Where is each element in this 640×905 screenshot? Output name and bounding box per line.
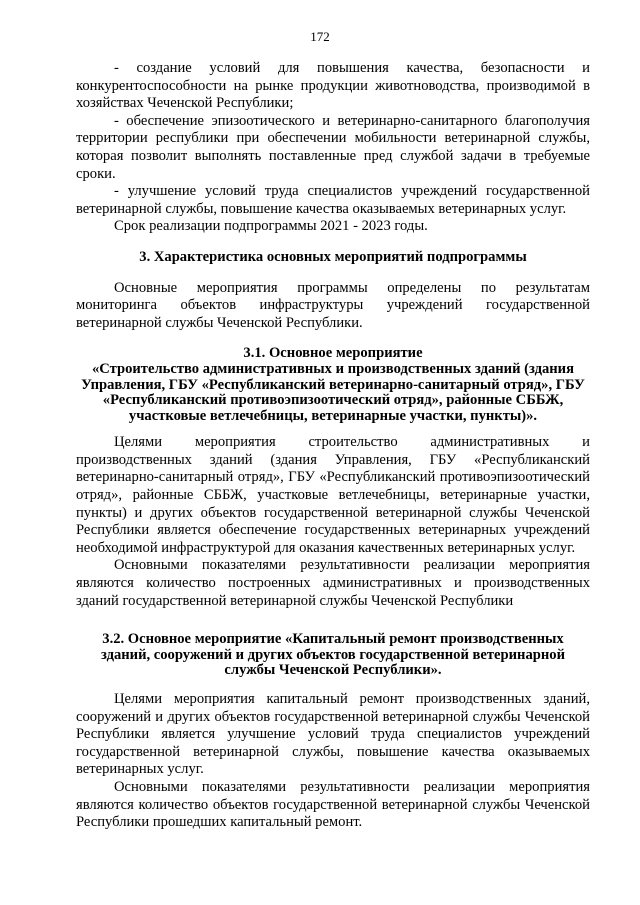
intro-bullets xyxy=(76,60,590,236)
section-3-2-paragraph-1: Целями мероприятия капитальный ремонт производственных зданий, сооружений и других объектов государственной ветеринарной службы Чеченской Республики является улучшение условий труда специалистов учреждений государственной ветеринарной службы, повышение качества оказываемых ветеринарных услуг. xyxy=(76,691,590,778)
bullet-quality: - создание условий для повышения качества, безопасности и конкурентоспособности на рынке продукции животноводства, производимой в хозяйствах Чеченской Республики; xyxy=(76,60,590,112)
bullet-working-conditions: - улучшение условий труда специалистов учреждений государственной ветеринарной службы, повышение качества оказываемых ветеринарных услуг. xyxy=(76,183,590,217)
section-3-1-heading-line2: «Строительство административных и производственных зданий (здания Управления, ГБУ «Республиканский ветеринарно-санитарный отряд», ГБУ «Республиканский противоэпизоотический отряд», районные СББЖ, участковые ветлечебницы, ветеринарные участки, пункты)». xyxy=(81,360,585,424)
section-3-heading: 3. Характеристика основных мероприятий подпрограммы xyxy=(139,248,527,265)
term-paragraph: Срок реализации подпрограммы 2021 - 2023 годы. xyxy=(114,218,428,235)
section-3-2-paragraph-2: Основными показателями результативности реализации мероприятия являются количество объектов государственной ветеринарной службы Чеченской Республики прошедших капитальный ремонт. xyxy=(76,778,590,831)
bullet-epizootic: - обеспечение эпизоотического и ветеринарно-санитарного благополучия территории республики при обеспечении мобильности ветеринарной службы, которая позволит выполнять поставленные пред службой задачи в требуемые сроки. xyxy=(76,112,590,182)
document-body xyxy=(76,60,590,832)
page-number: 172 xyxy=(310,29,330,44)
section-3-1-heading-line1: 3.1. Основное мероприятие xyxy=(243,345,423,362)
section-3-1-paragraph-2: Основными показателями результативности реализации мероприятия являются количество построенных административных и производственных зданий государственной ветеринарной службы Чеченской Республики xyxy=(76,557,590,609)
section-3-paragraph: Основные мероприятия программы определены по результатам мониторинга объектов инфраструктуры учреждений государственной ветеринарной службы Чеченской Республики. xyxy=(76,279,590,331)
section-3-1-paragraph-1: Целями мероприятия строительство административных и производственных зданий (здания Управления, ГБУ «Республиканский ветеринарно-санитарный отряд», ГБУ «Республиканский противоэпизоотический отряд», районные СББЖ, участковые ветлечебницы, ветеринарные участки, пункты) и других объектов государственной ветеринарной службы Чеченской Республики является обеспечение государственных ветеринарных учреждений необходимой инфраструктурой для оказания качественных ветеринарных услуг. xyxy=(76,434,590,556)
section-3-2-heading: 3.2. Основное мероприятие «Капитальный ремонт производственных зданий, сооружений и других объектов государственной ветеринарной службы Чеченской Республики». xyxy=(100,631,565,679)
section-3-1-heading xyxy=(76,346,590,424)
